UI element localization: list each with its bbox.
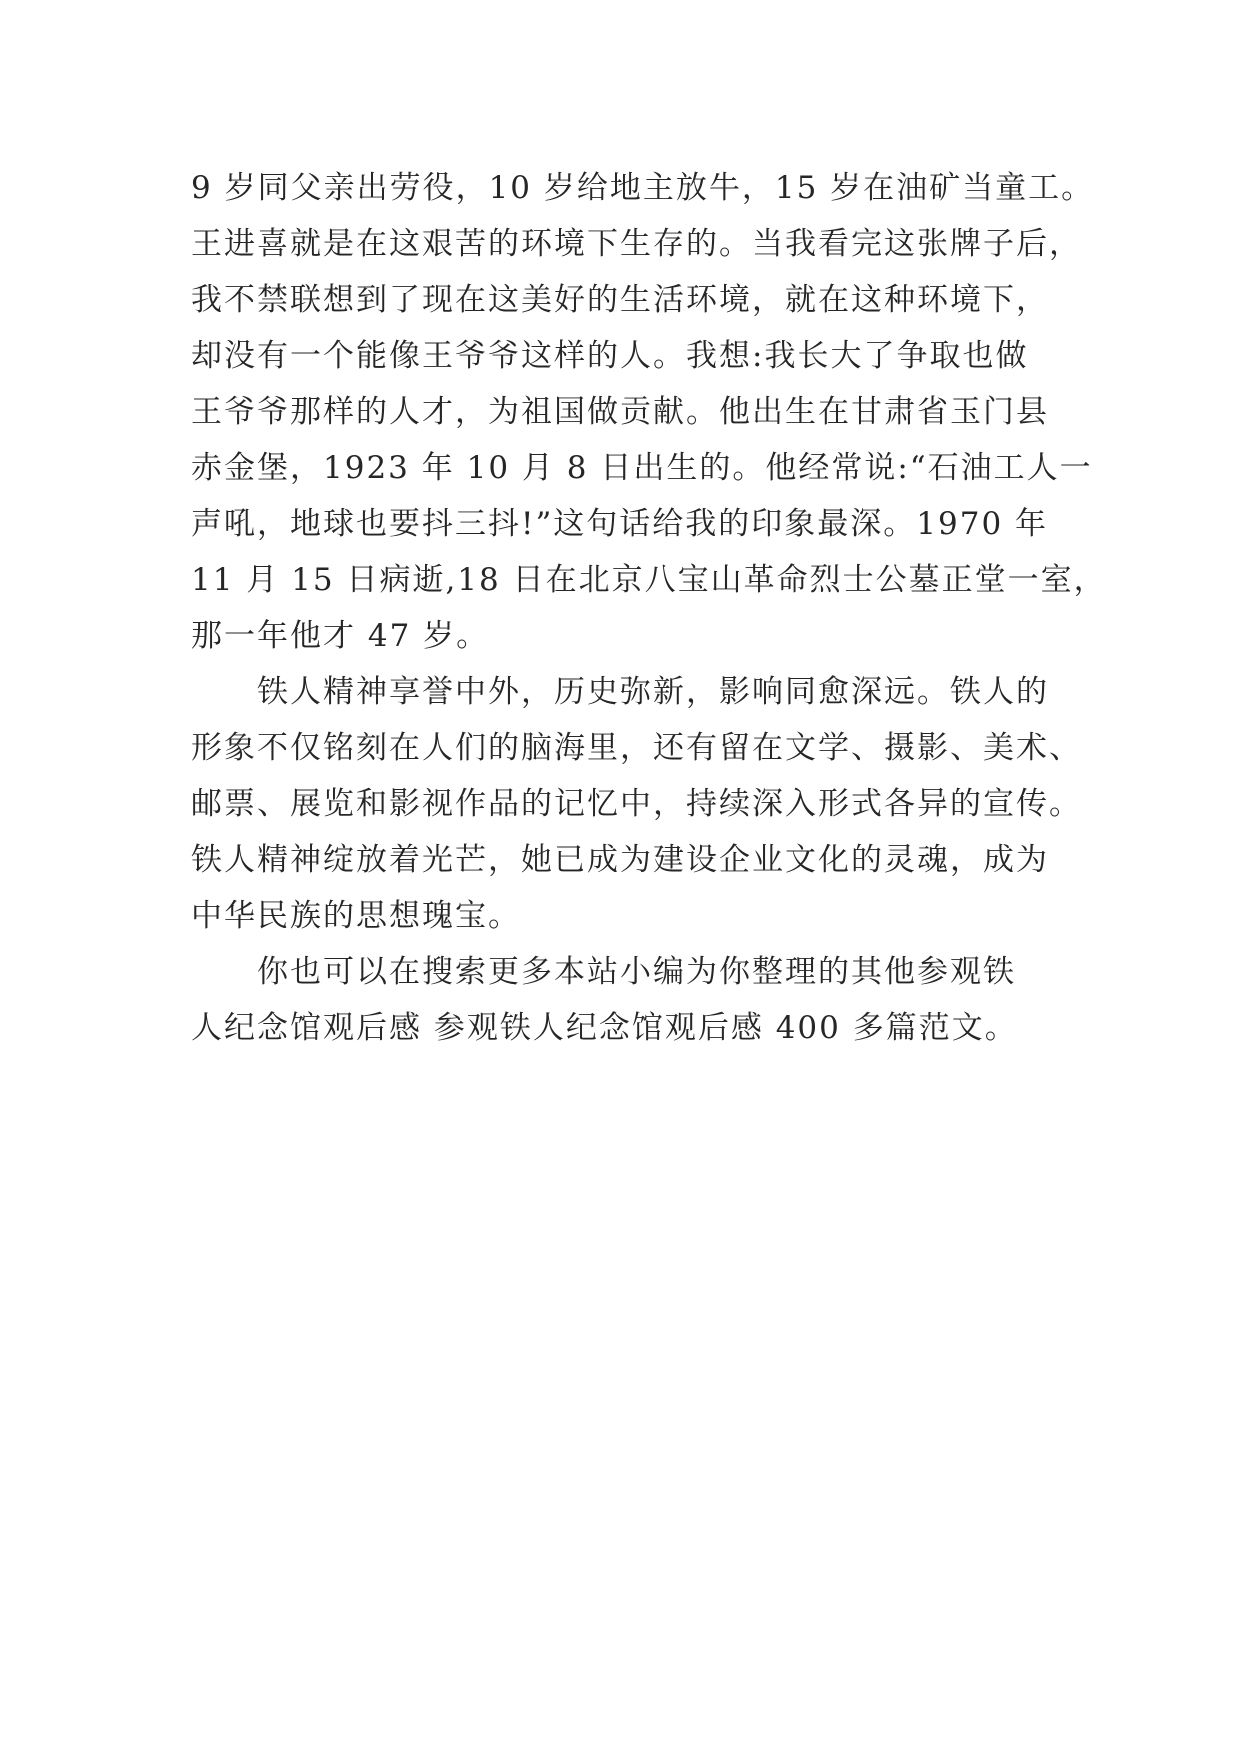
paragraph-line: 那一年他才 47 岁。 — [191, 618, 490, 654]
paragraph-first-line: 铁人精神享誉中外，历史弥新，影响同愈深远。铁人的 — [257, 674, 1049, 710]
paragraph-line: 中华民族的思想瑰宝。 — [191, 898, 521, 934]
document-body — [191, 160, 1107, 1056]
paragraph-3 — [191, 944, 1091, 1056]
paragraph-line: 邮票、展览和影视作品的记忆中，持续深入形式各异的宣传。 — [191, 786, 1082, 822]
paragraph-line: 我不禁联想到了现在这美好的生活环境，就在这种环境下， — [191, 282, 1049, 318]
paragraph-1 — [191, 160, 1107, 664]
paragraph-line: 9 岁同父亲出劳役，10 岁给地主放牛，15 岁在油矿当童工。 — [191, 170, 1095, 206]
paragraph-line: 11 月 15 日病逝,18 日在北京八宝山革命烈士公墓正堂一室， — [191, 562, 1107, 598]
paragraph-line: 却没有一个能像王爷爷这样的人。我想:我长大了争取也做 — [191, 338, 1029, 374]
paragraph-line: 王爷爷那样的人才，为祖国做贡献。他出生在甘肃省玉门县 — [191, 394, 1049, 430]
paragraph-line: 赤金堡，1923 年 10 月 8 日出生的。他经常说:“石油工人一 — [191, 450, 1093, 486]
paragraph-line: 人纪念馆观后感 参观铁人纪念馆观后感 400 多篇范文。 — [191, 1010, 1018, 1046]
paragraph-2 — [191, 664, 1091, 944]
paragraph-line: 声吼，地球也要抖三抖!”这句话给我的印象最深。1970 年 — [191, 506, 1049, 542]
paragraph-line: 铁人精神绽放着光芒，她已成为建设企业文化的灵魂，成为 — [191, 842, 1049, 878]
paragraph-line: 王进喜就是在这艰苦的环境下生存的。当我看完这张牌子后， — [191, 226, 1082, 262]
paragraph-first-line: 你也可以在搜索更多本站小编为你整理的其他参观铁 — [257, 954, 1016, 990]
paragraph-line: 形象不仅铭刻在人们的脑海里，还有留在文学、摄影、美术、 — [191, 730, 1082, 766]
